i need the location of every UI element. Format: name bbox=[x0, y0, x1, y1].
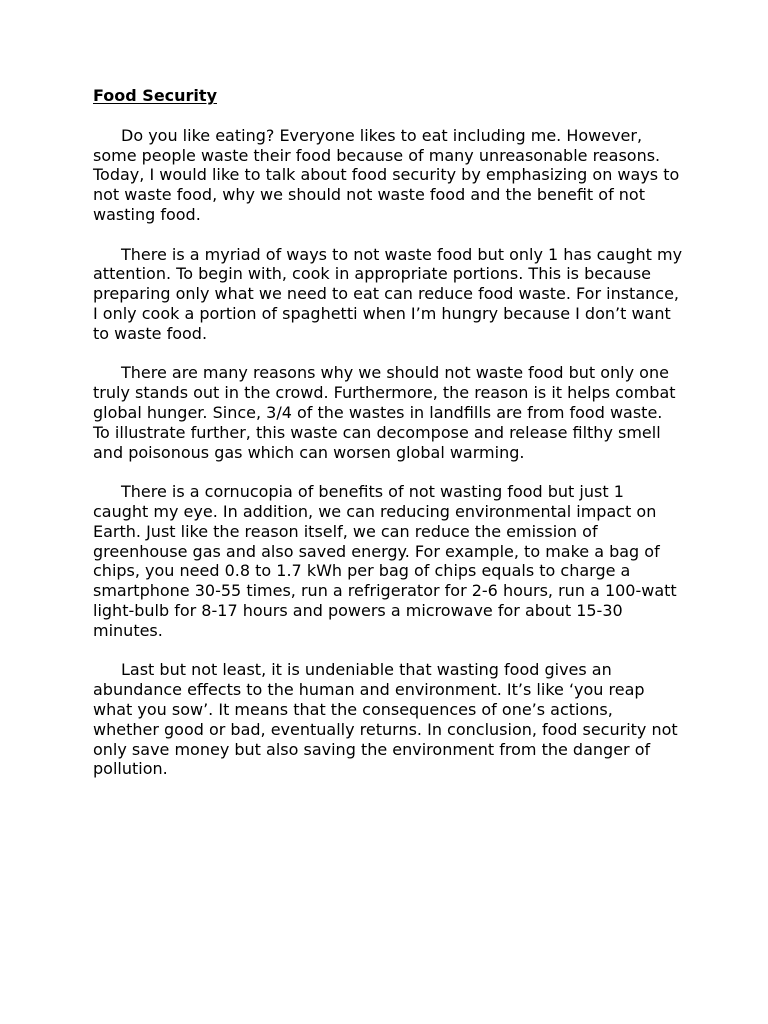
paragraph-reasons: There are many reasons why we should not waste food but only one truly stands out in the crowd. Furthermore, the reason is it helps combat global hunger. Since, 3/4 of the wastes in landfills are from food waste. To illustrate further, this waste can decompose and release filthy smell and poisonous gas which can worsen global warming. bbox=[93, 363, 676, 462]
document-title: Food Security bbox=[93, 86, 217, 105]
document-body bbox=[93, 86, 683, 799]
paragraph-ways: There is a myriad of ways to not waste food but only 1 has caught my attention. To begin with, cook in appropriate portions. This is because preparing only what we need to eat can reduce food waste. For instance, I only cook a portion of spaghetti when I’m hungry because I don’t want to waste food. bbox=[93, 244, 683, 343]
paragraph-benefits: There is a cornucopia of benefits of not wasting food but just 1 caught my eye. In addition, we can reducing environmental impact on Earth. Just like the reason itself, we can reduce the emission of greenhouse gas and also saved energy. For example, to make a bag of chips, you need 0.8 to 1.7 kWh per bag of chips equals to charge a smartphone 30-55 times, run a refrigerator for 2-6 hours, run a 100-watt light-bulb for 8-17 hours and powers a microwave for about 15-30 minutes. bbox=[93, 482, 677, 640]
paragraph-conclusion: Last but not least, it is undeniable that wasting food gives an abundance effects to the human and environment. It’s like ‘you reap what you sow’. It means that the consequences of one’s actions, whether good or bad, eventually returns. In conclusion, food security not only save money but also saving the environment from the danger of pollution. bbox=[93, 660, 678, 779]
paragraph-intro: Do you like eating? Everyone likes to eat including me. However, some people waste their food because of many unreasonable reasons. Today, I would like to talk about food security by emphasizing on ways to not waste food, why we should not waste food and the benefit of not wasting food. bbox=[93, 125, 680, 224]
